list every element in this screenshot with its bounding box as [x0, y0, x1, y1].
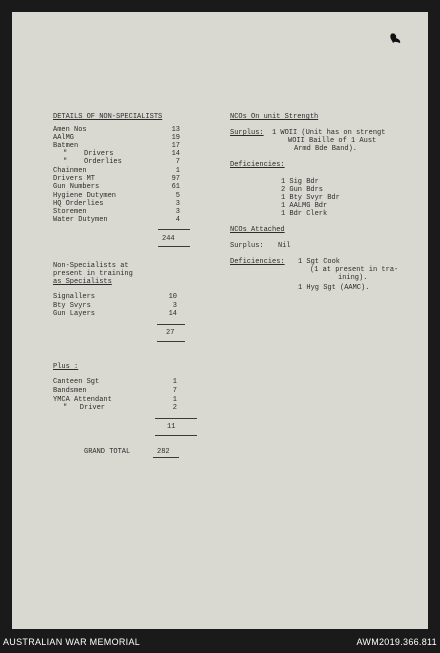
list-item-label: Canteen Sgt: [53, 378, 100, 386]
list-item-label: Bandsmen: [53, 387, 87, 395]
list-item-label: HQ Orderlies: [53, 200, 104, 208]
footer-archive-name: AUSTRALIAN WAR MEMORIAL: [3, 637, 141, 647]
list-item-label: " Orderlies: [63, 158, 122, 166]
list-item: 2 Gun Bdrs: [281, 186, 324, 194]
list-item: 1 Sig Bdr: [281, 178, 319, 186]
subtotal-rule: [155, 418, 197, 419]
grand-total-rule: [153, 457, 179, 458]
left-heading: DETAILS OF NON-SPECIALISTS: [53, 113, 163, 121]
attached-surplus-label: Surplus:: [230, 242, 264, 250]
attached-heading: NCOs Attached: [230, 226, 285, 234]
list-item-value: 1: [172, 396, 177, 404]
training-heading-line: present in training: [53, 270, 133, 278]
list-item-label: Gun Layers: [53, 310, 96, 318]
list-item-label: Drivers MT: [53, 175, 96, 183]
attached-deficiency-line: 1 Hyg Sgt (AAMC).: [298, 284, 370, 292]
list-item-value: 61: [171, 183, 180, 191]
list-item: 1 Bty Svyr Bdr: [281, 194, 340, 202]
list-item-label: YMCA Attendant: [53, 396, 112, 404]
surplus-label: Surplus:: [230, 129, 264, 137]
list-item-label: " Drivers: [63, 150, 114, 158]
surplus-line: 1 WOII (Unit has on strengt: [272, 129, 386, 137]
list-item-value: 14: [168, 310, 177, 318]
list-item-value: 3: [175, 200, 180, 208]
attached-deficiency-line: ining).: [338, 274, 368, 282]
subtotal-3: 11: [167, 423, 176, 431]
subtotal-rule: [155, 435, 197, 436]
list-item-label: Gun Numbers: [53, 183, 100, 191]
list-item-value: 1: [172, 378, 177, 386]
list-item-value: 3: [175, 208, 180, 216]
subtotal-rule: [158, 246, 190, 247]
list-item: 1 Bdr Clerk: [281, 210, 328, 218]
attached-deficiency-line: (1 at present in tra-: [310, 266, 399, 274]
list-item-value: 97: [171, 175, 180, 183]
list-item-value: 4: [175, 216, 180, 224]
subtotal-rule: [157, 341, 185, 342]
list-item-label: Signallers: [53, 293, 96, 301]
list-item-value: 7: [172, 387, 177, 395]
deficiencies-label: Deficiencies:: [230, 161, 285, 169]
list-item-value: 1: [175, 167, 180, 175]
list-item-label: Hygiene Dutymen: [53, 192, 117, 200]
list-item-label: Water Dutymen: [53, 216, 108, 224]
list-item-value: 13: [171, 126, 180, 134]
surplus-line: Armd Bde Band).: [294, 145, 358, 153]
list-item-label: Amen Nos: [53, 126, 87, 134]
subtotal-1: 244: [162, 235, 175, 243]
attached-deficiency-line: 1 Sgt Cook: [298, 258, 341, 266]
ink-blot-mark: [388, 32, 402, 46]
list-item-label: Batmen: [53, 142, 79, 150]
list-item-label: AAlMG: [53, 134, 75, 142]
footer-accession-number: AWM2019.366.811: [356, 637, 437, 647]
list-item-label: Storemen: [53, 208, 87, 216]
right-heading: NCOs On unit Strength: [230, 113, 319, 121]
grand-total-value: 282: [157, 448, 170, 456]
document-page: [12, 12, 428, 629]
list-item-value: 7: [175, 158, 180, 166]
list-item-label: Chainmen: [53, 167, 87, 175]
list-item-label: " Driver: [63, 404, 106, 412]
subtotal-rule: [158, 229, 190, 230]
training-heading-line: as Specialists: [53, 278, 112, 286]
list-item-label: Bty Svyrs: [53, 302, 91, 310]
list-item-value: 14: [171, 150, 180, 158]
plus-heading: Plus :: [53, 363, 79, 371]
attached-surplus-value: Nil: [278, 242, 291, 250]
grand-total-label: GRAND TOTAL: [84, 448, 131, 456]
list-item-value: 17: [171, 142, 180, 150]
subtotal-2: 27: [166, 329, 175, 337]
list-item-value: 5: [175, 192, 180, 200]
attached-deficiencies-label: Deficiencies:: [230, 258, 285, 266]
training-heading-line: Non-Specialists at: [53, 262, 129, 270]
list-item-value: 3: [172, 302, 177, 310]
subtotal-rule: [157, 324, 185, 325]
list-item-value: 10: [168, 293, 177, 301]
list-item-value: 19: [171, 134, 180, 142]
list-item: 1 AALMG Bdr: [281, 202, 328, 210]
list-item-value: 2: [172, 404, 177, 412]
surplus-line: WOII Baille of 1 Aust: [288, 137, 377, 145]
